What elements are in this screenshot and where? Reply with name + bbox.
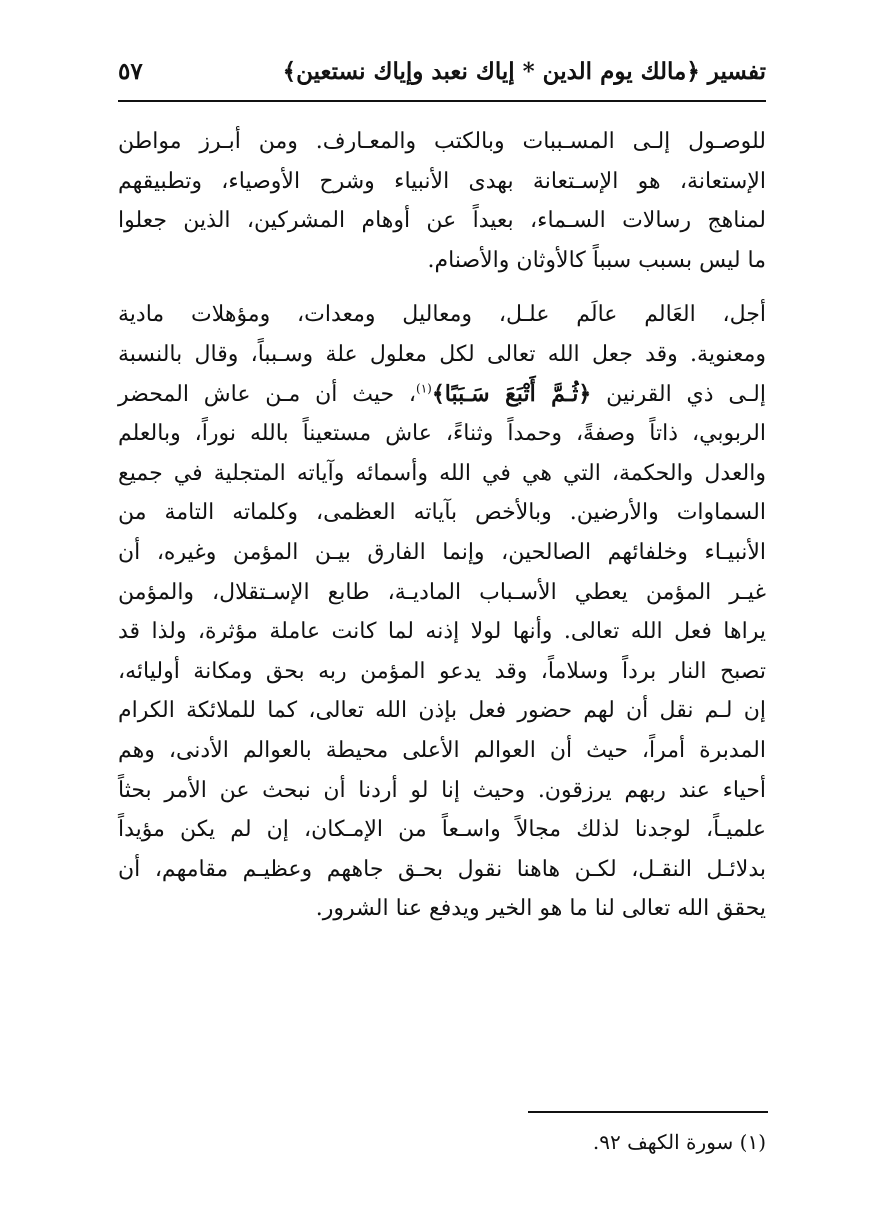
text-line: أحياء عند ربهم يرزقون. وحيث إنا لو أردنا أن نبحث عن الأمر بحثاً	[118, 777, 766, 803]
header-divider	[118, 100, 766, 102]
text-line: أجل، العَالم عالَم علـل، ومعاليل ومعدات، ومؤهلات مادية	[118, 302, 766, 328]
text-line: ما ليس بسبب سبباً كالأوثان والأصنام.	[427, 247, 766, 273]
text-line-with-quran-verse	[118, 375, 766, 415]
text-line: بدلائـل النقـل، لكـن هاهنا نقول بحـق جاههم وعظيـم مقامهم، أن	[118, 856, 766, 882]
footnote-marker[interactable]: (١)	[416, 381, 432, 396]
text-line: يحقق الله تعالى لنا ما هو الخير ويدفع عنا الشرور.	[315, 896, 766, 922]
header-title: تفسير ﴿مالك يوم الدين * إياك نعبد وإياك نستعين﴾	[282, 58, 766, 85]
text-line: ومعنوية. وقد جعل الله تعالى لكل معلول علة وسـبباً، وقال بالنسبة	[118, 341, 766, 367]
text-line: تصبح النار برداً وسلاماً، وقد يدعو المؤمن ربه بحق ومكانة أوليائه،	[118, 658, 766, 684]
quran-verse: ﴿ثُـمَّ أَتْبَعَ سَـبَبًا﴾	[431, 380, 592, 407]
text-line: والعدل والحكمة، التي هي في الله وأسمائه وآياته المتجلية في جميع	[118, 460, 766, 486]
text-line: يراها فعل الله تعالى. وأنها لولا إذنه لما كانت عاملة مؤثرة، ولذا قد	[118, 619, 766, 645]
text-line: الربوبي، ذاتاً وصفةً، وحمداً وثناءً، عاش مستعيناً بالله نوراً، وبالعلم	[118, 421, 766, 447]
page-number: ٥٧	[118, 58, 143, 85]
body-text	[118, 122, 766, 929]
paragraph-spacer	[118, 280, 766, 295]
text-line: الإستعانة، هو الإسـتعانة بهدى الأنبياء وشرح الأوصياء، وتطبيقهم	[118, 168, 766, 194]
footnote: (١) سورة الكهف ٩٢.	[592, 1130, 766, 1154]
text-line: غيـر المؤمن يعطي الأسـباب الماديـة، طابع الإسـتقلال، والمؤمن	[118, 579, 766, 605]
text-segment: ، حيث أن مـن عاش المحضر	[118, 381, 417, 407]
text-line: للوصـول إلـى المسـببات وبالكتب والمعـارف. ومن أبـرز مواطن	[118, 129, 766, 154]
text-line: المدبرة أمراً، حيث أن العوالم الأعلى محيطة بالعوالم الأدنى، وهم	[118, 737, 766, 763]
text-line: الأنبيـاء وخلفائهم الصالحين، وإنما الفارق بيـن المؤمن وغيره، أن	[118, 539, 766, 565]
text-segment: إلـى ذي القرنين	[591, 381, 766, 407]
paragraph-2	[118, 295, 766, 929]
text-line: علميـاً، لوجدنا لذلك مجالاً واسـعاً من الإمـكان، إن لم يكن مؤيداً	[118, 817, 766, 843]
text-line: السماوات والأرضين. وبالأخص بآياته العظمى، وكلماته التامة من	[118, 500, 766, 526]
running-header	[118, 52, 766, 92]
text-line: لمناهج رسالات السـماء، بعيداً عن أوهام المشركين، الذين جعلوا	[118, 208, 766, 234]
text-line: إن لـم نقل أن لهم حضور فعل بإذن الله تعالى، كما للملائكة الكرام	[118, 698, 766, 724]
footnote-divider	[528, 1111, 768, 1113]
paragraph-1	[118, 122, 766, 280]
